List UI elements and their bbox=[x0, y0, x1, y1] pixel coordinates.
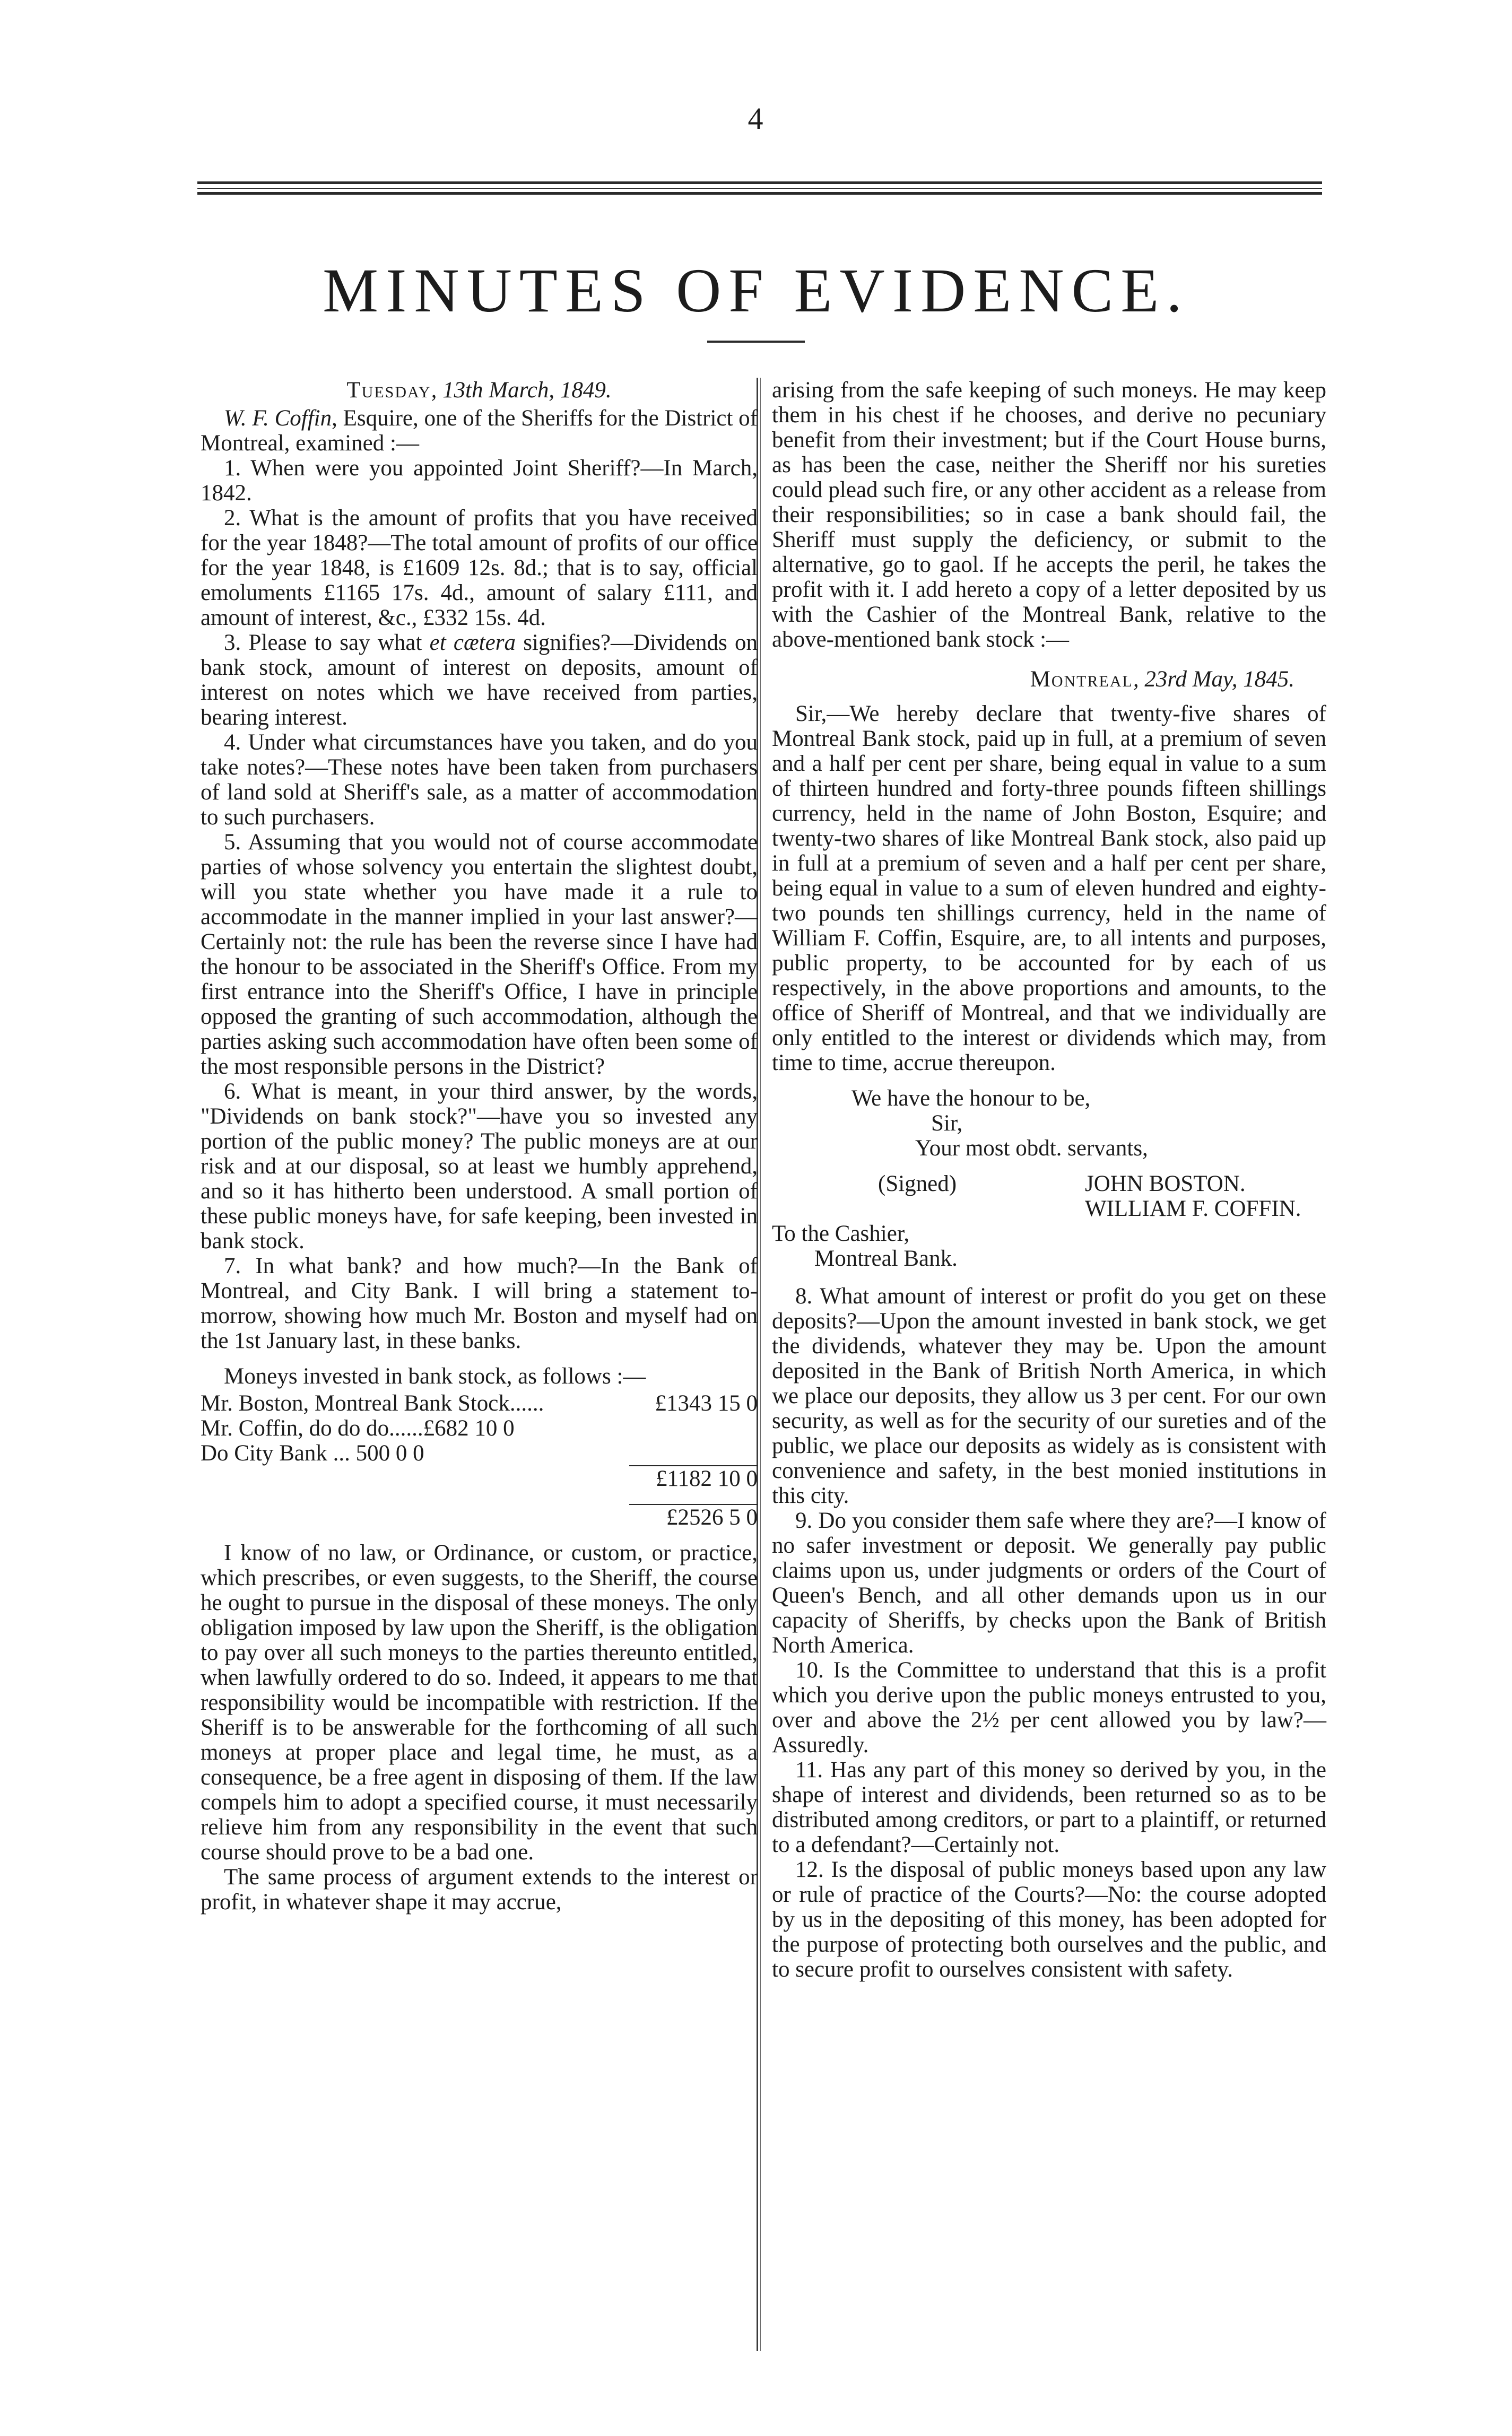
right-column bbox=[772, 378, 1326, 1982]
left-column bbox=[201, 378, 758, 1915]
header-rule-top bbox=[197, 181, 1322, 184]
question-4: 4. Under what circumstances have you taken, and do you take notes?—These notes have been taken from purchasers of land sold at Sheriff's sale, as a matter of accommodation to such purchasers. bbox=[201, 730, 758, 830]
signer-2: WILLIAM F. COFFIN. bbox=[1085, 1196, 1301, 1221]
money-subtotal: £1182 10 0 bbox=[629, 1466, 758, 1491]
question-9: 9. Do you consider them safe where they are?—I know of no safer investment or deposit. We generally pay public claims upon us, under judgments or orders of the Court of Queen's Bench, and all other demands upon us in our capacity of Sheriffs, by checks upon the Bank of British North America. bbox=[772, 1508, 1326, 1658]
column-divider-fine bbox=[760, 378, 761, 2351]
question-3-italic: et cætera bbox=[429, 630, 516, 655]
addressee-bank: Montreal Bank. bbox=[814, 1246, 958, 1271]
money-amount bbox=[629, 1441, 758, 1466]
money-total: £2526 5 0 bbox=[629, 1504, 758, 1530]
question-7: 7. In what bank? and how much?—In the Bank of Montreal, and City Bank. I will bring a statement to-morrow, showing how much Mr. Boston and myself had on the 1st January last, in these banks. bbox=[201, 1254, 758, 1353]
question-8: 8. What amount of interest or profit do you get on these deposits?—Upon the amount invested in bank stock, we get the dividends, whatever they may be. Upon the amount deposited in the Bank of British North America, in which we place our deposits, they allow us 3 per cent. For our own security, as well as for the security of our sureties and of the public, we place our deposits as widely as is consistent with convenience and safety, in the best monied institutions in this city. bbox=[772, 1284, 1326, 1508]
money-desc: Mr. Boston, Montreal Bank Stock...... bbox=[201, 1391, 544, 1416]
session-date-rest: , 13th March, 1849. bbox=[431, 378, 612, 403]
question-3 bbox=[201, 630, 758, 730]
money-row bbox=[201, 1416, 758, 1441]
money-row bbox=[201, 1491, 758, 1504]
money-desc: Mr. Coffin, do do do......£682 10 0 bbox=[201, 1416, 515, 1441]
session-date bbox=[201, 378, 758, 403]
money-desc: Do City Bank ... 500 0 0 bbox=[201, 1441, 424, 1466]
question-10: 10. Is the Committee to understand that this is a profit which you derive upon the public moneys entrusted to you, over and above the 2½ per cent allowed you by law?—Assuredly. bbox=[772, 1658, 1326, 1758]
money-table bbox=[201, 1391, 758, 1530]
moneys-heading: Moneys invested in bank stock, as follows :— bbox=[224, 1364, 646, 1389]
page-title: MINUTES OF EVIDENCE. bbox=[323, 256, 1189, 325]
signed-label: (Signed) bbox=[878, 1171, 957, 1196]
signer-1: JOHN BOSTON. bbox=[1085, 1171, 1246, 1196]
question-3-start: 3. Please to say what bbox=[224, 630, 430, 655]
signature-row-1 bbox=[772, 1171, 1326, 1196]
money-desc bbox=[201, 1504, 629, 1530]
money-row bbox=[201, 1391, 758, 1416]
title-underline bbox=[707, 341, 805, 343]
spacer bbox=[772, 1075, 1326, 1086]
letter-place: Montreal bbox=[1030, 667, 1133, 692]
spacer bbox=[772, 1161, 1326, 1171]
spacer bbox=[201, 1353, 758, 1364]
paragraph-same-process: The same process of argument extends to the interest or profit, in whatever shape it may accrue, bbox=[201, 1865, 758, 1915]
page-number: 4 bbox=[748, 101, 764, 136]
question-6: 6. What is meant, in your third answer, by the words, "Dividends on bank stock?"—have you so invested any portion of the public money? The public moneys are at our risk and at our disposal, so at least we humbly apprehend, and so it has hitherto been understood. A small portion of these public moneys have, for safe keeping, been invested in bank stock. bbox=[201, 1079, 758, 1254]
money-amount bbox=[629, 1416, 758, 1441]
money-amount: £1343 15 0 bbox=[655, 1391, 758, 1416]
addressee: To the Cashier, bbox=[772, 1221, 910, 1246]
header-rule-middle bbox=[197, 188, 1322, 189]
question-3-end: signifies?—Dividends on bank stock, amount of interest on deposits, amount of interest on notes which we have received from parties, bearing interest. bbox=[201, 630, 758, 730]
question-12: 12. Is the disposal of public moneys based upon any law or rule of practice of the Courts?—No: the course adopted by us in the depositing of this money, has been adopted for the purpose of protecting both ourselves and the public, and to secure profit to ourselves consistent with safety. bbox=[772, 1857, 1326, 1982]
paragraph-law: I know of no law, or Ordinance, or custom, or practice, which prescribes, or even suggests, to the Sheriff, the course he ought to pursue in the disposal of these moneys. The only obligation imposed by law upon the Sheriff, is the obligation to pay over all such moneys to the parties thereunto entitled, when lawfully ordered to do so. Indeed, it appears to me that responsibility would be incompatible with restriction. If the Sheriff is to be answerable for the forthcoming of all such moneys at proper place and legal time, he must, as a consequence, be a free agent in disposing of them. If the law compels him to adopt a specified course, it must necessarily relieve him from any responsibility in the event that such course should prove to be a bad one. bbox=[201, 1541, 758, 1865]
letter-body: Sir,—We hereby declare that twenty-five shares of Montreal Bank stock, paid up in full, at a premium of seven and a half per cent per share, being equal in value to a sum of thirteen hundred and forty-three pounds fifteen shillings currency, held in the name of John Boston, Esquire; and twenty-two shares of like Montreal Bank stock, also paid up in full at a premium of seven and a half per cent per share, being equal in value to a sum of eleven hundred and eighty-two pounds ten shillings currency, held in the name of William F. Coffin, Esquire, are, to all intents and purposes, public property, to be accounted for by each of us respectively, in the above proportions and amounts, to the office of Sheriff of Montreal, and that we individually are only entitled to the interest or dividends which may, from time to time, accrue thereupon. bbox=[772, 701, 1326, 1075]
signed-label-spacer bbox=[772, 1196, 1085, 1221]
witness-name: W. F. Coffin bbox=[224, 406, 332, 431]
paragraph-continued: arising from the safe keeping of such moneys. He may keep them in his chest if he chooses, and derive no pecuniary benefit from their investment; but if the Court House burns, as has been the case, neither the Sheriff nor his sureties could plead such fire, or any other accident as a release from their responsibilities; so in case a bank should fail, the Sheriff must supply the deficiency, or submit to the alternative, go to gaol. If he accepts the peril, he takes the profit with it. I add hereto a copy of a letter deposited by us with the Cashier of the Montreal Bank, relative to the above-mentioned bank stock :— bbox=[772, 378, 1326, 652]
money-row bbox=[201, 1504, 758, 1530]
question-11: 11. Has any part of this money so derived by you, in the shape of interest and dividends, been returned so as to be distributed among creditors, or part to a plaintiff, or returned to a defendant?—Certainly not. bbox=[772, 1758, 1326, 1857]
signature-row-2 bbox=[772, 1196, 1326, 1221]
closing-line-3: Your most obdt. servants, bbox=[915, 1136, 1148, 1161]
session-day: Tuesday bbox=[346, 378, 431, 403]
question-5: 5. Assuming that you would not of course accommodate parties of whose solvency you entertain the slightest doubt, will you state whether you have made it a rule to accommodate in the manner implied in your last answer?—Certainly not: the rule has been the reverse since I have had the honour to be associated in the Sheriff's Office. From my first entrance into the Sheriff's Office, I have in principle opposed the granting of such accommodation, although the parties asking such accommodation have often been some of the most responsible persons in the District? bbox=[201, 830, 758, 1079]
witness-intro bbox=[201, 406, 758, 456]
witness-intro-text: , Esquire, one of the Sheriffs for the District of Montreal, examined :— bbox=[201, 406, 758, 456]
money-row bbox=[201, 1466, 758, 1491]
letter-date: , 23rd May, 1845. bbox=[1133, 667, 1294, 692]
letter-dateline bbox=[772, 667, 1326, 692]
money-row bbox=[201, 1441, 758, 1466]
question-2: 2. What is the amount of profits that you have received for the year 1848?—The total amount of profits of our office for the year 1848, is £1609 12s. 8d.; that is to say, official emoluments £1165 17s. 4d., amount of salary £111, and amount of interest, &c., £332 15s. 4d. bbox=[201, 506, 758, 630]
header-rule-bottom bbox=[197, 192, 1322, 195]
spacer bbox=[201, 1530, 758, 1541]
money-desc bbox=[201, 1466, 629, 1491]
question-1: 1. When were you appointed Joint Sheriff?—In March, 1842. bbox=[201, 456, 758, 506]
closing-line-1: We have the honour to be, bbox=[851, 1086, 1091, 1111]
closing-line-2: Sir, bbox=[931, 1111, 963, 1136]
